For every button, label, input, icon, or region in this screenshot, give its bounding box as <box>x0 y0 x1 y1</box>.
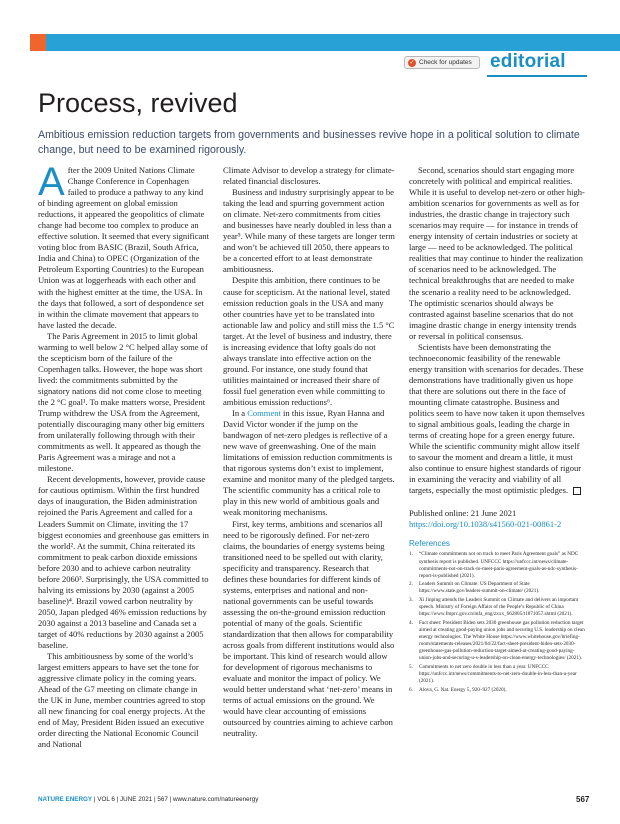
article-title: Process, revived <box>38 88 238 118</box>
reference-number: 3. <box>409 597 413 604</box>
comment-link[interactable]: Comment <box>247 408 281 419</box>
section-rule <box>487 75 587 77</box>
check-for-updates-label: Check for updates <box>419 59 472 66</box>
reference-text: Commitments to net zero double in less than a year. UNFCCC https://unfccc.int/news/commitments-to-net-zero-double-in-less-than-a-year (2021). <box>419 663 577 685</box>
header-accent-block <box>30 34 46 51</box>
references-heading: References <box>409 539 450 549</box>
journal-name: NATURE ENERGY <box>38 796 93 803</box>
reference-text: Alova, G. Nat. Energy 5, 920–927 (2020). <box>419 686 507 693</box>
published-date: Published online: 21 June 2021 <box>409 508 517 519</box>
reference-item <box>409 620 585 663</box>
end-of-article-icon <box>573 487 581 495</box>
paragraph-text: fter the 2009 United Nations Climate Change Conference in Copenhagen failed to produce a pathway to any kind of binding agreement on global emission reductions, it appeared the geopolitics of climate change had become too complex to produce an effective solution. It seemed that every significant voting bloc from BASIC (Brazil, South Africa, India and China) to OPEC (Organization of the Petroleum Exporting Countries) to the European Union was at loggerheads with each other and with the highest emitter at the time, the USA. In the days that followed, a sort of despondence set in within the climate movement that appears to have lasted the decade. <box>38 165 209 330</box>
reference-item <box>409 597 585 618</box>
paragraph-text: Scientists have been demonstrating the technoeconomic feasibility of the renewable energy transition with scenarios for decades. These demonstrations have traditionally given us hope that there are solutions out there in the face of mounting climate catastrophe. Business and politics seem to have now taken it upon themselves to signal ambitious goals, leading the charge in terms of creating hope for a green energy future. While the scientific community might allow itself to savour the moment and dream a little, it must also continue to ensure highest standards of rigour in examining the veracity and viability of all targets, especially the most optimistic pledges. <box>409 341 585 496</box>
body-paragraph: Recent developments, however, provide cause for cautious optimism. Within the first hundred days of inauguration, the Biden administration rejoined the Paris Agreement and called for a Leaders Summit on Climate, inviting the 17 biggest economies and greenhouse gas emitters in the world². At the summit, China reiterated its commitment to peak carbon dioxide emissions before 2030 and to achieve carbon neutrality before 2060³. Surprisingly, the USA committed to halving its emissions by 2030 (against a 2005 baseline)⁴. Brazil vowed carbon neutrality by 2050, Japan pledged 46% emission reductions by 2030 against a 2013 baseline and Canada set a target of 40% reductions by 2030 against a 2005 baseline. <box>38 474 209 651</box>
reference-number: 1. <box>409 551 413 558</box>
body-paragraph: Despite this ambition, there continues to be cause for scepticism. At the national level, stated emission reduction goals in the USA and many other countries have yet to be translated into actionable law and policy and still miss the 1.5 °C target. At the level of business and industry, there is increasing evidence that lofty goals do not always translate into effective action on the ground. For instance, one study found that utilities maintained or increased their share of fossil fuel generation even while committing to ambitious emission reductions⁶. <box>223 275 395 407</box>
issue-info: | VOL 6 | JUNE 2021 | 567 | www.nature.com/natureenergy <box>92 796 259 803</box>
body-paragraph <box>223 408 395 518</box>
references-list <box>409 551 585 693</box>
publication-info <box>409 508 585 530</box>
reference-number: 2. <box>409 581 413 588</box>
paragraph-text: in this issue, Ryan Hanna and David Victor wonder if the jump on the bandwagon of net-zero pledges is reflective of a new wave of greenwashing. One of the main limitations of emission reduction commitments is that rigorous systems don’t exist to implement, examine and monitor many of the pledged targets. The scientific community has a critical role to play in this new world of ambitious goals and weak monitoring mechanisms. <box>223 408 395 518</box>
reference-text: Fact sheet: President Biden sets 2030 greenhouse gas pollution reduction target aimed at creating good-paying union jobs and securing U.S. leadership on clean energy technologies. The White House https://www.whitehouse.gov/briefing-room/statements-releases/2021/04/22/fact-sheet-president-biden-sets-2030-greenhouse-gas-pollution-reduction-target-aimed-at-creating-good-paying-union-jobs-and-securing-u-s-leadership-on-clean-energy-technologies/ (2021). <box>419 619 585 662</box>
reference-item <box>409 687 585 694</box>
reference-number: 4. <box>409 619 413 626</box>
header-color-bar <box>30 34 620 51</box>
reference-item <box>409 551 585 579</box>
reference-text: Leaders Summit on Climate. US Department of State https://www.state.gov/leaders-summit-on-climate/ (2021). <box>419 581 540 595</box>
body-column-1 <box>38 160 210 750</box>
page-number: 567 <box>576 795 590 804</box>
article-standfirst: Ambitious emission reduction targets from governments and businesses revive hope in a political solution to climate change, but need to be examined rigorously. <box>38 129 580 156</box>
body-column-3 <box>409 165 585 695</box>
body-paragraph <box>38 160 210 331</box>
doi-link[interactable]: https://doi.org/10.1038/s41560-021-00861-2 <box>409 519 562 530</box>
reference-number: 5. <box>409 663 413 670</box>
body-paragraph: First, key terms, ambitions and scenarios all need to be rigorously defined. For net-zero claims, the boundaries of energy systems being transitioned need to be spelled out with clarity, specificity and transparency. Research that defines these boundaries for different kinds of systems, enterprises and national and non-national governments can be useful towards assessing the on-the-ground emission reduction potential of many of the goals. Scientific standardization that then allows for comparability across goals from different institutions would also be important. This kind of research would allow for development of rigorous mechanisms to evaluate and monitor the impact of policy. We would better understand what ‘net-zero’ means in terms of actual emissions on the ground. We would have clear accounting of emissions outsourced by countries aiming to achieve carbon neutrality. <box>223 518 395 739</box>
page-footer <box>38 796 258 803</box>
body-paragraph: Second, scenarios should start engaging more concretely with political and empirical realities. While it is useful to develop net-zero or other high-ambition scenarios for governments as well as for industries, the drastic change in trajectory such scenarios may require — for instance in trends of energy intensity of certain industries or society at large — need to be acknowledged. The political realities that may continue to hinder the realization of scenarios need to be acknowledged. The technical breakthroughs that are needed to make the scenario a reality need to be acknowledged. The optimistic scenarios should always be contrasted against baseline scenarios that do not imagine drastic change in energy intensity trends or reversal in political consensus. <box>409 165 585 341</box>
check-for-updates-button[interactable] <box>404 56 480 69</box>
crossmark-icon: ✓ <box>409 60 415 66</box>
section-label: editorial <box>490 51 566 72</box>
body-paragraph: Climate Advisor to develop a strategy for climate-related financial disclosures. <box>223 165 395 187</box>
body-paragraph: Business and industry surprisingly appear to be taking the lead and spurring government action on climate. Net-zero commitments from cities and businesses have nearly doubled in less than a year⁵. While many of these targets are longer term and won’t be achieved till 2050, there appears to be a concerted effort to at least demonstrate ambitiousness. <box>223 187 395 275</box>
body-column-2 <box>223 165 395 739</box>
body-paragraph: This ambitiousness by some of the world’s largest emitters appears to have set the tone for aggressive climate policy in the coming years. Ahead of the G7 meeting on climate change in the UK in June, member countries agreed to stop all new financing for coal energy projects. At the end of May, President Biden issued an executive order directing the National Economic Council and National <box>38 651 206 750</box>
reference-number: 6. <box>409 686 413 693</box>
drop-cap: A <box>38 160 65 204</box>
reference-text: “Climate commitments not on track to meet Paris Agreement goals” as NDC synthesis report is published. UNFCCC https://unfccc.int/news/climate-commitments-not-on-track-to-meet-paris-agreement-goals-as-ndc-synthesis-report-is-published (2021). <box>419 551 579 579</box>
reference-item <box>409 581 585 595</box>
paragraph-text: In a <box>232 408 248 419</box>
reference-text: Xi Jinping attends the Leaders Summit on Climate and delivers an important speech. Ministry of Foreign Affairs of the People’s Republic of China https://www.fmprc.gov.cn/mfa_eng/zxxx_662805/t1871057.shtml (2021). <box>419 597 579 618</box>
body-paragraph <box>409 342 585 497</box>
body-paragraph: The Paris Agreement in 2015 to limit global warming to well below 2 °C helped allay some of the scepticism born of the failure of the Copenhagen talks. However, the hope was short lived: the commitments submitted by the signatory nations did not come close to meeting the 2 °C goal¹. To make matters worse, President Trump withdrew the USA from the Agreement, potentially discouraging many other big emitters from unilaterally following through with their commitments as well. It appeared as though the Paris Agreement was a mirage and not a milestone. <box>38 330 208 474</box>
reference-item <box>409 664 585 685</box>
